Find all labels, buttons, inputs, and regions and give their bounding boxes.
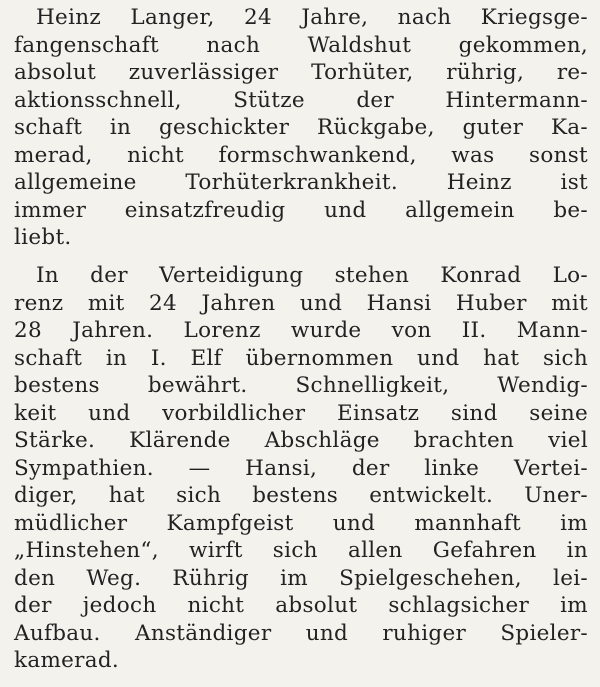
paragraph-goalkeeper: [14, 4, 588, 252]
text-line: „Hinstehen“, wirft sich allen Gefahren in: [14, 538, 588, 563]
text-line: der jedoch nicht absolut schlagsicher im: [14, 593, 588, 618]
text-line: Heinz Langer, 24 Jahre, nach Kriegsge-: [36, 5, 588, 30]
text-line: diger, hat sich bestens entwickelt. Uner-: [14, 483, 588, 508]
text-line: bestens bewährt. Schnelligkeit, Wendig-: [14, 373, 588, 398]
text-line: allgemeine Torhüterkrankheit. Heinz ist: [14, 170, 588, 195]
text-line: Stärke. Klärende Abschläge brachten viel: [14, 428, 588, 453]
text-line: renz mit 24 Jahren und Hansi Huber mit: [14, 290, 588, 316]
text-line: immer einsatzfreudig und allgemein be-: [14, 197, 588, 223]
text-line: 28 Jahren. Lorenz wurde von II. Mann-: [14, 318, 588, 343]
text-line: fangenschaft nach Waldshut gekommen,: [14, 32, 588, 58]
text-line: den Weg. Rührig im Spielgeschehen, lei-: [14, 565, 588, 591]
text-line: Sympathien. — Hansi, der linke Vertei-: [14, 455, 588, 481]
text-line: Aufbau. Anständiger und ruhiger Spieler-: [14, 620, 588, 646]
text-line: kamerad.: [14, 648, 120, 673]
text-line: aktionsschnell, Stütze der Hintermann-: [14, 87, 588, 113]
text-line: müdlicher Kampfgeist und mannhaft im: [14, 510, 588, 536]
text-line: schaft in I. Elf übernommen und hat sich: [14, 345, 588, 371]
text-line: schaft in geschickter Rückgabe, guter Ka-: [14, 115, 588, 140]
text-line: merad, nicht formschwankend, was sonst: [14, 142, 588, 168]
text-line: In der Verteidigung stehen Konrad Lo-: [36, 263, 588, 288]
text-line: keit und vorbildlicher Einsatz sind seine: [14, 400, 588, 426]
paragraph-defense: [14, 262, 588, 675]
text-line: absolut zuverlässiger Torhüter, rührig, re-: [14, 60, 588, 85]
text-line: liebt.: [14, 225, 72, 250]
